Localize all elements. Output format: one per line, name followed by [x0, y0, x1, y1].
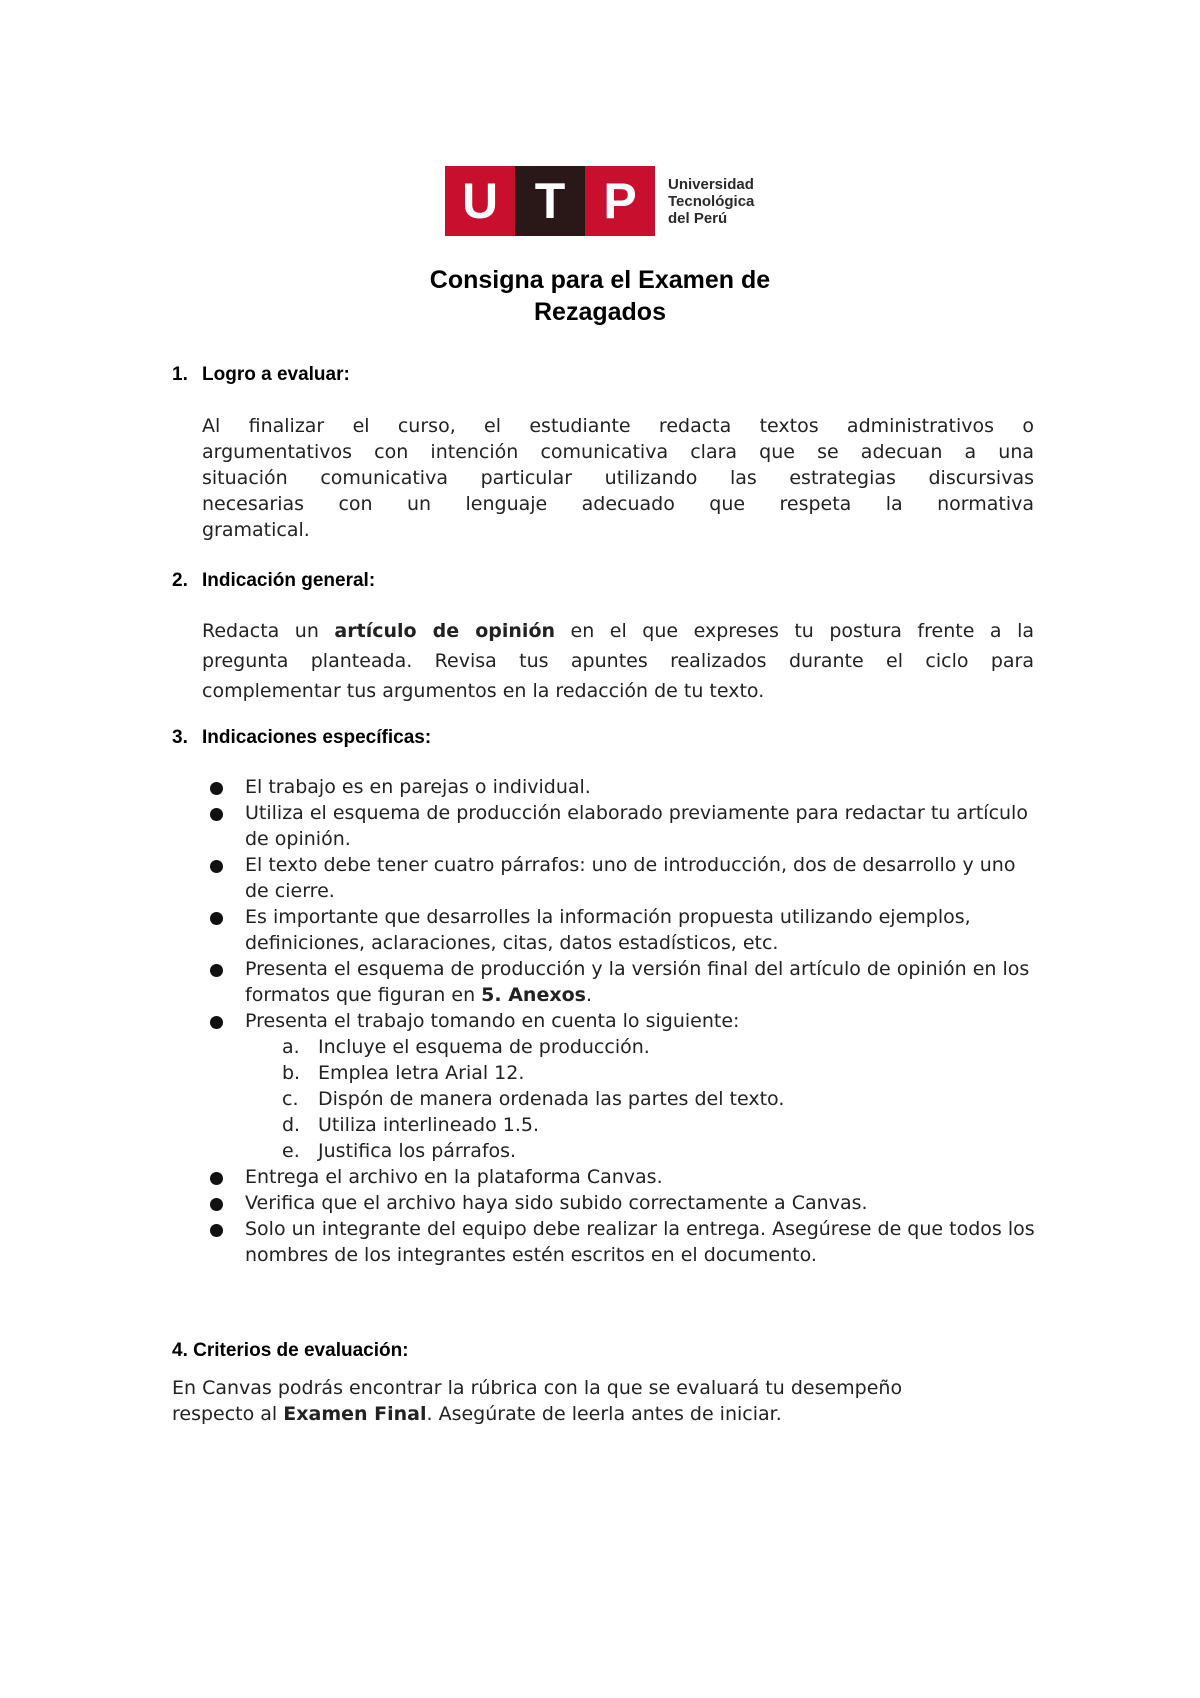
bullet-icon [210, 1224, 223, 1237]
bullet-icon [210, 912, 223, 925]
utp-logo [445, 166, 754, 236]
section-1-paragraph: Al finalizar el curso, el estudiante redacta textos administrativos o argumentativos con intención comunicativa clara que se adecuan a una situación comunicativa particular utilizando las estrategias discursivas necesarias con un lenguaje adecuado que respeta la normativa gramatical. [202, 415, 1034, 541]
bullet-icon [210, 782, 223, 795]
logo-university-name: Universidad Tecnológica del Perú [668, 175, 755, 227]
bullet-icon [210, 860, 223, 873]
list-item: Utiliza el esquema de producción elaborado previamente para redactar tu artículo de opinión. [210, 800, 1040, 852]
section-1-heading: 1. Logro a evaluar: [172, 364, 350, 385]
section-2-heading: 2. Indicación general: [172, 570, 376, 591]
bullet-icon [210, 808, 223, 821]
page-title: Consigna para el Examen de Rezagados [429, 266, 771, 326]
section-4-paragraph: En Canvas podrás encontrar la rúbrica con la que se evaluará tu desempeño respecto al Examen Final. Asegúrate de leerla antes de iniciar. [172, 1377, 903, 1425]
section-2-paragraph: Redacta un artículo de opinión en el que expreses tu postura frente a la pregunta planteada. Revisa tus apuntes realizados durante el ciclo para complementar tus argumentos en la redacción de tu texto. [202, 620, 1034, 702]
sub-list-item: a. Incluye el esquema de producción. [282, 1036, 650, 1058]
list-item: Entrega el archivo en la plataforma Canvas. [210, 1164, 1040, 1190]
list-item: Es importante que desarrolles la información propuesta utilizando ejemplos, definiciones, aclaraciones, citas, datos estadísticos, etc. [210, 904, 1040, 956]
list-item: El trabajo es en parejas o individual. [210, 774, 1040, 800]
logo-letter-u: U [445, 166, 515, 236]
bullet-icon [210, 1172, 223, 1185]
list-item: El texto debe tener cuatro párrafos: uno de introducción, dos de desarrollo y uno de cierre. [210, 852, 1040, 904]
list-item: Presenta el esquema de producción y la versión final del artículo de opinión en los formatos que figuran en 5. Anexos. [210, 956, 1040, 1008]
sub-list-item: c. Dispón de manera ordenada las partes del texto. [282, 1088, 785, 1110]
list-item: Solo un integrante del equipo debe realizar la entrega. Asegúrese de que todos los nombres de los integrantes estén escritos en el documento. [210, 1216, 1040, 1268]
logo-letter-p: P [585, 166, 655, 236]
specific-instructions-list [210, 774, 1040, 1268]
section-3-heading: 3. Indicaciones específicas: [172, 727, 432, 748]
list-item: Verifica que el archivo haya sido subido correctamente a Canvas. [210, 1190, 1040, 1216]
sub-list-item: d. Utiliza interlineado 1.5. [282, 1114, 540, 1136]
list-item: Presenta el trabajo tomando en cuenta lo siguiente: [210, 1008, 1040, 1034]
bullet-icon [210, 1198, 223, 1211]
sub-list-item: e. Justifica los párrafos. [282, 1140, 517, 1162]
bullet-icon [210, 964, 223, 977]
section-4-heading: 4. Criterios de evaluación: [172, 1340, 409, 1361]
logo-letter-t: T [515, 166, 585, 236]
sub-list-item: b. Emplea letra Arial 12. [282, 1062, 525, 1084]
bullet-icon [210, 1016, 223, 1029]
